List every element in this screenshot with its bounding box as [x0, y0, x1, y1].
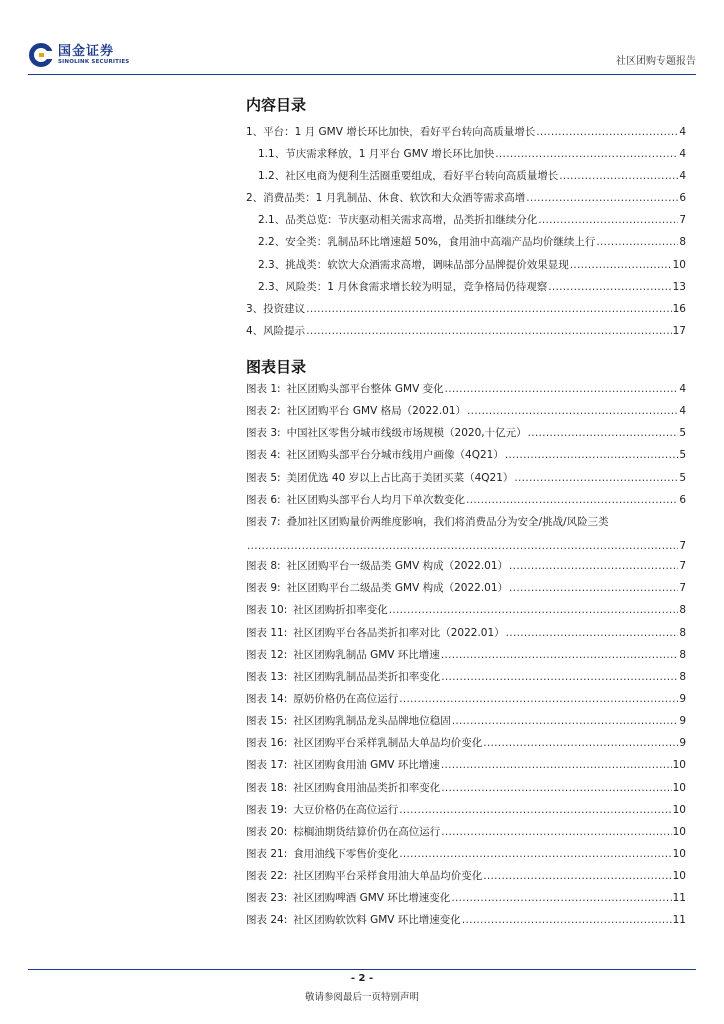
figure-title: 社区团购乳制品龙头品牌地位稳固 [293, 715, 451, 728]
figure-page: 11 [672, 914, 686, 927]
toc-dot-leader [596, 236, 678, 248]
figure-page: 8 [679, 626, 686, 639]
figure-dot-leader [399, 804, 671, 816]
toc-entry-title: 4、风险提示 [246, 324, 306, 337]
toc-entry-page: 6 [679, 192, 686, 205]
figure-page: 7 [679, 540, 686, 553]
toc-entry-page: 4 [679, 148, 686, 161]
figure-page: 4 [679, 383, 686, 395]
page-header [28, 0, 696, 75]
toc-entry-title: 1.1、节庆需求释放，1 月平台 GMV 增长环比加快 [258, 148, 495, 161]
toc-entry-title: 1、平台：1 月 GMV 增长环比加快，看好平台转向高质量增长 [246, 126, 536, 138]
figure-page: 5 [679, 449, 686, 462]
toc-entry-title: 1.2、社区电商为便利生活圈重要组成，看好平台转向高质量增长 [258, 170, 559, 183]
figure-label: 图表 19: [246, 803, 288, 816]
figure-label: 图表 24: [246, 914, 288, 927]
toc-entry-title: 2.3、挑战类：软饮大众酒需求高增，调味品部分品牌提价效果显现 [258, 258, 569, 271]
figure-page: 10 [672, 781, 686, 794]
figure-entry[interactable] [246, 802, 686, 824]
figure-label: 图表 10: [246, 604, 288, 617]
figure-dot-leader [452, 715, 679, 727]
figure-dot-leader [483, 737, 678, 749]
header-divider [28, 74, 696, 75]
figure-page: 5 [679, 427, 686, 440]
toc-entry-page: 10 [672, 258, 686, 271]
figure-dot-leader [451, 892, 671, 904]
figure-dot-leader [509, 582, 678, 594]
figure-dot-leader [441, 671, 678, 683]
figure-label: 图表 1: [246, 383, 281, 395]
figure-title: 社区团购乳制品品类折扣率变化 [293, 670, 441, 683]
figure-page: 10 [672, 847, 686, 860]
figure-entry[interactable] [246, 514, 686, 558]
figure-title: 社区团购平台各品类折扣率对比（2022.01） [293, 626, 505, 639]
figure-page: 8 [679, 670, 686, 683]
figure-dot-leader [506, 627, 679, 639]
toc-entry-title: 2.2、安全类：乳制品环比增速超 50%，食用油中高端产品均价继续上行 [258, 236, 596, 249]
figure-dot-leader [441, 826, 671, 838]
figure-label: 图表 5: [246, 471, 281, 484]
toc-dot-leader [306, 325, 671, 337]
figure-entry[interactable] [246, 403, 686, 425]
figure-label: 图表 16: [246, 737, 288, 750]
toc-entry[interactable] [246, 212, 686, 234]
figure-entry[interactable] [246, 846, 686, 868]
figure-entry[interactable] [246, 580, 686, 602]
figure-label: 图表 3: [246, 427, 281, 440]
figure-dot-leader [528, 427, 679, 439]
figure-page: 6 [679, 493, 686, 506]
figure-entry[interactable] [246, 669, 686, 691]
figure-page: 9 [679, 737, 686, 750]
figure-label: 图表 14: [246, 692, 288, 705]
figure-entry[interactable] [246, 425, 686, 447]
figure-title: 原奶价格仍在高位运行 [293, 692, 399, 705]
figure-entry[interactable] [246, 625, 686, 647]
figure-title: 棕榈油期货结算价仍在高位运行 [293, 825, 441, 838]
toc-entry-title: 2.3、风险类：1 月休食需求增长较为明显，竞争格局仍待观察 [258, 280, 548, 293]
figure-title: 社区团购头部平台人均月下单次数变化 [286, 493, 466, 506]
figure-label: 图表 20: [246, 825, 288, 838]
figure-label: 图表 21: [246, 847, 288, 860]
toc-dot-leader [548, 281, 671, 293]
figure-entry[interactable] [246, 713, 686, 735]
figure-label: 图表 11: [246, 626, 288, 639]
toc-dot-leader [570, 259, 672, 271]
figure-entry[interactable] [246, 447, 686, 469]
figure-title: 社区团购啤酒 GMV 环比增速变化 [293, 892, 451, 905]
figure-page: 8 [679, 604, 686, 617]
figure-entry[interactable] [246, 824, 686, 846]
toc-entry-page: 7 [679, 214, 686, 227]
figure-label: 图表 12: [246, 648, 288, 661]
figure-page: 9 [679, 692, 686, 705]
figure-label: 图表 6: [246, 493, 281, 506]
figure-entry[interactable] [246, 691, 686, 713]
table-of-contents [246, 124, 686, 345]
figure-dot-leader [441, 759, 672, 771]
figure-page: 10 [672, 759, 686, 772]
figure-title: 社区团购乳制品 GMV 环比增速 [293, 648, 440, 661]
toc-entry[interactable] [246, 190, 686, 212]
figure-dot-leader [467, 405, 678, 417]
toc-dot-leader [306, 303, 671, 315]
page-number: - 2 - [350, 973, 374, 984]
figure-page: 5 [679, 471, 686, 484]
toc-entry[interactable] [246, 124, 686, 146]
toc-entry-page: 4 [679, 126, 686, 138]
figure-page: 7 [679, 582, 686, 595]
toc-entry[interactable] [246, 323, 686, 345]
figure-title: 社区团购平台一级品类 GMV 构成（2022.01） [286, 560, 509, 573]
figure-title: 社区团购平台采样食用油大单品均价变化 [293, 870, 483, 883]
toc-entry[interactable] [246, 168, 686, 190]
figure-title: 美团优选 40 岁以上占比高于美团买菜（4Q21） [286, 471, 514, 484]
figure-title: 社区团购折扣率变化 [293, 604, 388, 617]
figures-heading: 图表目录 [246, 358, 307, 376]
logo-chinese-name: 国金证券 [58, 43, 115, 59]
figure-page: 7 [679, 560, 686, 573]
figure-entry[interactable] [246, 890, 686, 912]
figure-dot-leader [505, 449, 678, 461]
figure-entry[interactable] [246, 868, 686, 890]
figure-dot-leader [483, 870, 671, 882]
toc-dot-leader [495, 148, 678, 160]
toc-entry-title: 2.1、品类总览：节庆驱动相关需求高增，品类折扣继续分化 [258, 214, 538, 227]
figure-page: 4 [679, 405, 686, 418]
sinolink-logo-icon [28, 42, 54, 68]
figure-label: 图表 22: [246, 870, 288, 883]
toc-entry[interactable] [246, 279, 686, 301]
figure-title: 社区团购平台二级品类 GMV 构成（2022.01） [286, 582, 509, 595]
toc-dot-leader [559, 170, 678, 182]
figure-page: 11 [672, 892, 686, 905]
figure-page: 10 [672, 870, 686, 883]
figure-dot-leader [247, 540, 678, 552]
toc-entry[interactable] [246, 301, 686, 323]
toc-entry-page: 8 [679, 236, 686, 249]
figure-entry[interactable] [246, 381, 686, 403]
figure-title: 食用油线下零售价变化 [293, 847, 399, 860]
figure-title: 中国社区零售分城市线级市场规模（2020,十亿元） [286, 427, 527, 440]
toc-entry-title: 3、投资建议 [246, 302, 306, 315]
figure-dot-leader [389, 604, 679, 616]
figure-dot-leader [514, 472, 678, 484]
toc-dot-leader [538, 214, 678, 226]
toc-dot-leader [536, 126, 678, 138]
figure-dot-leader [441, 782, 671, 794]
toc-entry[interactable] [246, 257, 686, 279]
figure-entry[interactable] [246, 602, 686, 624]
figure-entry[interactable] [246, 492, 686, 514]
figure-dot-leader [509, 560, 678, 572]
disclaimer-note: 敬请参阅最后一页特别声明 [304, 992, 419, 1003]
figure-entry[interactable] [246, 647, 686, 669]
toc-heading: 内容目录 [246, 96, 307, 114]
figure-page: 8 [679, 648, 686, 661]
figure-label: 图表 17: [246, 759, 288, 772]
figure-label: 图表 2: [246, 405, 281, 418]
figure-label: 图表 4: [246, 449, 281, 462]
toc-entry-page: 16 [672, 302, 686, 315]
figure-dot-leader [399, 848, 671, 860]
toc-dot-leader [526, 192, 678, 204]
figure-dot-leader [399, 693, 678, 705]
figure-title: 社区团购头部平台整体 GMV 变化 [286, 383, 444, 395]
figure-entry[interactable] [246, 558, 686, 580]
figure-page: 9 [679, 715, 686, 728]
figure-entry[interactable] [246, 780, 686, 802]
figure-label: 图表 8: [246, 560, 281, 573]
figure-label: 图表 9: [246, 582, 281, 595]
figure-entry[interactable] [246, 735, 686, 757]
footer-divider [28, 969, 696, 970]
figure-title: 社区团购平台采样乳制品大单品均价变化 [293, 737, 483, 750]
figure-page: 10 [672, 825, 686, 838]
toc-entry-title: 2、消费品类：1 月乳制品、休食、软饮和大众酒等需求高增 [246, 192, 526, 205]
report-title: 社区团购专题报告 [616, 56, 696, 67]
figure-entry[interactable] [246, 470, 686, 492]
company-logo [28, 40, 129, 70]
figure-dot-leader [462, 914, 672, 926]
figure-entry[interactable] [246, 757, 686, 779]
figure-label: 图表 7: [246, 515, 281, 528]
figure-label: 图表 23: [246, 892, 288, 905]
figure-page: 10 [672, 803, 686, 816]
figure-title: 社区团购头部平台分城市线用户画像（4Q21） [286, 449, 504, 462]
figure-dot-leader [441, 649, 679, 661]
figure-label: 图表 15: [246, 715, 288, 728]
figure-title: 社区团购食用油品类折扣率变化 [293, 781, 441, 794]
list-of-figures [246, 381, 686, 935]
toc-entry[interactable] [246, 234, 686, 256]
figure-dot-leader [466, 494, 678, 506]
toc-entry-page: 17 [672, 324, 686, 337]
figure-dot-leader [445, 383, 679, 395]
figure-title: 社区团购平台 GMV 格局（2022.01） [286, 405, 467, 418]
figure-label: 图表 13: [246, 670, 288, 683]
figure-entry[interactable] [246, 912, 686, 934]
toc-entry-page: 4 [679, 170, 686, 183]
logo-english-name: SINOLINK SECURITIES [58, 58, 130, 65]
figure-title: 社区团购软饮料 GMV 环比增速变化 [293, 914, 461, 927]
figure-title: 叠加社区团购量价两维度影响，我们将消费品分为安全/挑战/风险三类 [286, 515, 609, 528]
figure-title: 社区团购食用油 GMV 环比增速 [293, 759, 440, 772]
figure-label: 图表 18: [246, 781, 288, 794]
toc-entry[interactable] [246, 146, 686, 168]
figure-title: 大豆价格仍在高位运行 [293, 803, 399, 816]
toc-entry-page: 13 [672, 280, 686, 293]
